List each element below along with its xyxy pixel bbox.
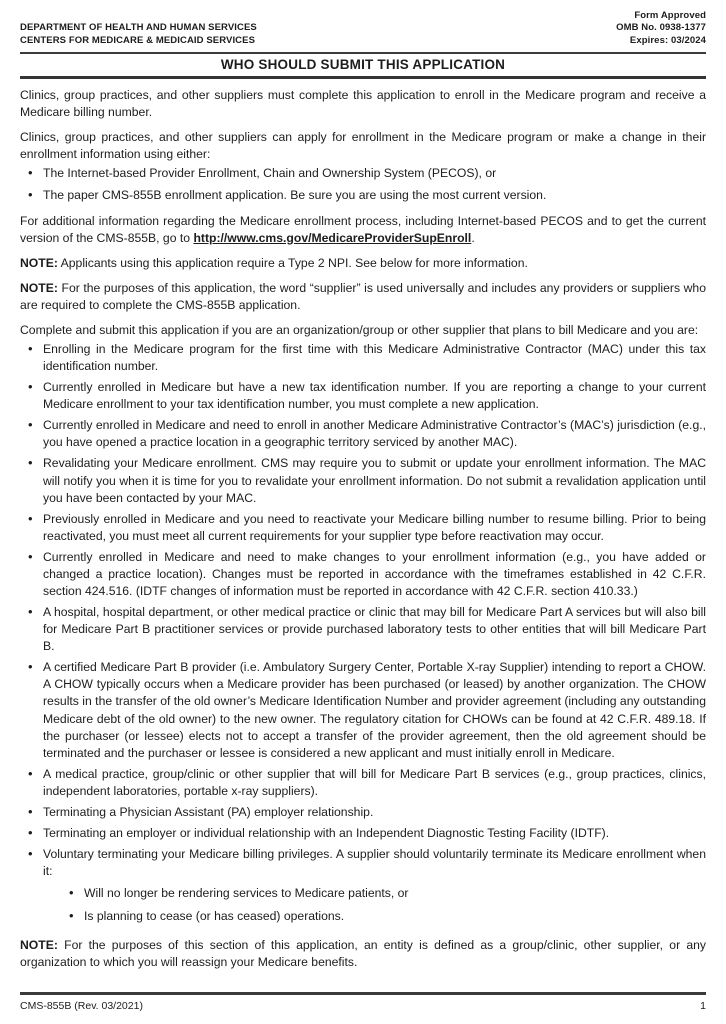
agency-line-1: DEPARTMENT OF HEALTH AND HUMAN SERVICES: [20, 22, 257, 34]
note-entity-text: For the purposes of this section of this application, an entity is defined as a group/clinic, other supplier, or any organization to which you will reassign your Medicare benefits.: [20, 938, 706, 970]
list-item: • Currently enrolled in Medicare and need to make changes to your enrollment information (e.g., you have added or changed a practice location). Changes must be reported in accordance with the timeframes established in 42 C.F.R. section 424.516. (IDTF changes of information must be reported in accordance with 42 C.F.R. section 410.33.): [27, 549, 706, 600]
page-title: WHO SHOULD SUBMIT THIS APPLICATION: [220, 57, 506, 73]
note-supplier-text: For the purposes of this application, the word “supplier” is used universally and includes any providers or suppliers who are required to complete the CMS-855B application.: [20, 280, 706, 312]
sentence-period: .: [471, 230, 475, 245]
title-band: [20, 52, 706, 79]
additional-info-text: For additional information regarding the Medicare enrollment process, including Internet-based PECOS and to get the current version of the CMS-855B, go to: [20, 213, 706, 245]
enrollment-method-list: [20, 165, 706, 204]
list-item: • Terminating a Physician Assistant (PA) employer relationship.: [27, 804, 706, 821]
list-item: • Previously enrolled in Medicare and you need to reactivate your Medicare billing number to resume billing. Prior to being reactivated, you must meet all current requirements for your supplier type before reactivation may occur.: [27, 511, 706, 545]
agency-line-2: CENTERS FOR MEDICARE & MEDICAID SERVICES: [20, 34, 256, 46]
list-item: • Terminating an employer or individual relationship with an Independent Diagnostic Testing Facility (IDTF).: [27, 825, 706, 842]
cms-enrollment-link[interactable]: http://www.cms.gov/MedicareProviderSupEnroll: [193, 230, 472, 245]
note-npi-text: Applicants using this application require a Type 2 NPI. See below for more information.: [60, 255, 528, 270]
note-label: NOTE:: [20, 255, 58, 270]
note-label: NOTE:: [20, 938, 58, 953]
list-item: • Enrolling in the Medicare program for the first time with this Medicare Administrative Contractor (MAC) under this tax identification number.: [27, 341, 706, 375]
list-item: • The paper CMS-855B enrollment application. Be sure you are using the most current version.: [27, 187, 706, 204]
omb-number: OMB No. 0938-1377: [616, 22, 706, 34]
list-item: [27, 846, 706, 925]
form-approved-label: Form Approved: [634, 10, 706, 21]
list-item: • Is planning to cease (or has ceased) operations.: [68, 908, 706, 925]
intro-paragraph-1: Clinics, group practices, and other suppliers must complete this application to enroll in the Medicare program and receive a Medicare billing number.: [20, 88, 706, 120]
complete-submit-paragraph: Complete and submit this application if you are an organization/group or other supplier that plans to bill Medicare and you are:: [20, 322, 699, 337]
list-item: • Currently enrolled in Medicare and need to enroll in another Medicare Administrative Contractor’s (MAC’s) jurisdiction (e.g., you have opened a practice location in a geographic territory serviced by another MAC).: [27, 417, 706, 451]
expiration-date: Expires: 03/2024: [629, 34, 706, 46]
form-approval-block: [616, 10, 706, 47]
form-id: CMS-855B (Rev. 03/2021): [20, 1000, 143, 1012]
additional-info-paragraph: [20, 213, 706, 247]
voluntary-termination-text: Voluntary terminating your Medicare billing privileges. A supplier should voluntarily terminate its Medicare enrollment when it:: [43, 847, 706, 879]
page-number: 1: [700, 1000, 706, 1012]
note-supplier-definition: [20, 280, 706, 314]
body-copy: [20, 87, 706, 972]
note-label: NOTE:: [20, 280, 58, 295]
note-entity-definition: [20, 937, 706, 971]
page-footer: [20, 992, 706, 1012]
list-item: • The Internet-based Provider Enrollment, Chain and Ownership System (PECOS), or: [27, 165, 706, 182]
list-item: • Will no longer be rendering services to Medicare patients, or: [68, 885, 706, 902]
intro-paragraph-2: Clinics, group practices, and other suppliers can apply for enrollment in the Medicare program or make a change in their enrollment information using either:: [20, 130, 706, 162]
list-item: • A certified Medicare Part B provider (i.e. Ambulatory Surgery Center, Portable X-ray Supplier) intending to report a CHOW. A CHOW typically occurs when a Medicare provider has been purchased (or leased) by another organization. The CHOW results in the transfer of the old owner’s Medicare Identification Number and provider agreement (including any outstanding Medicare debt of the old owner) to the new owner. The regulatory citation for CHOWs can be found at 42 C.F.R. 489.18. If the purchaser (or lessee) elects not to accept a transfer of the provider agreement, then the old agreement should be terminated and the purchaser or lessee is considered a new applicant and must initially enroll in Medicare.: [27, 659, 706, 761]
list-item: • A hospital, hospital department, or other medical practice or clinic that may bill for Medicare Part A services but will also bill for Medicare Part B practitioner services or provide purchased laboratory tests to other entities that will bill Medicare Part B.: [27, 604, 706, 655]
list-item: • Currently enrolled in Medicare but have a new tax identification number. If you are reporting a change to your current Medicare enrollment to your tax identification number, you must complete a new application.: [27, 379, 706, 413]
list-item: • A medical practice, group/clinic or other supplier that will bill for Medicare Part B services (e.g., group practices, clinics, independent laboratories, portable x-ray suppliers).: [27, 766, 706, 800]
page-header: [20, 10, 706, 47]
agency-block: [20, 22, 257, 47]
voluntary-termination-sublist: [43, 885, 706, 925]
note-npi: [20, 255, 706, 272]
submission-reasons-list: [20, 341, 706, 925]
list-item: • Revalidating your Medicare enrollment. CMS may require you to submit or update your enrollment information. The MAC will notify you when it is time for you to revalidate your enrollment information. Do not submit a revalidation application until you have been contacted by your MAC.: [27, 455, 706, 506]
